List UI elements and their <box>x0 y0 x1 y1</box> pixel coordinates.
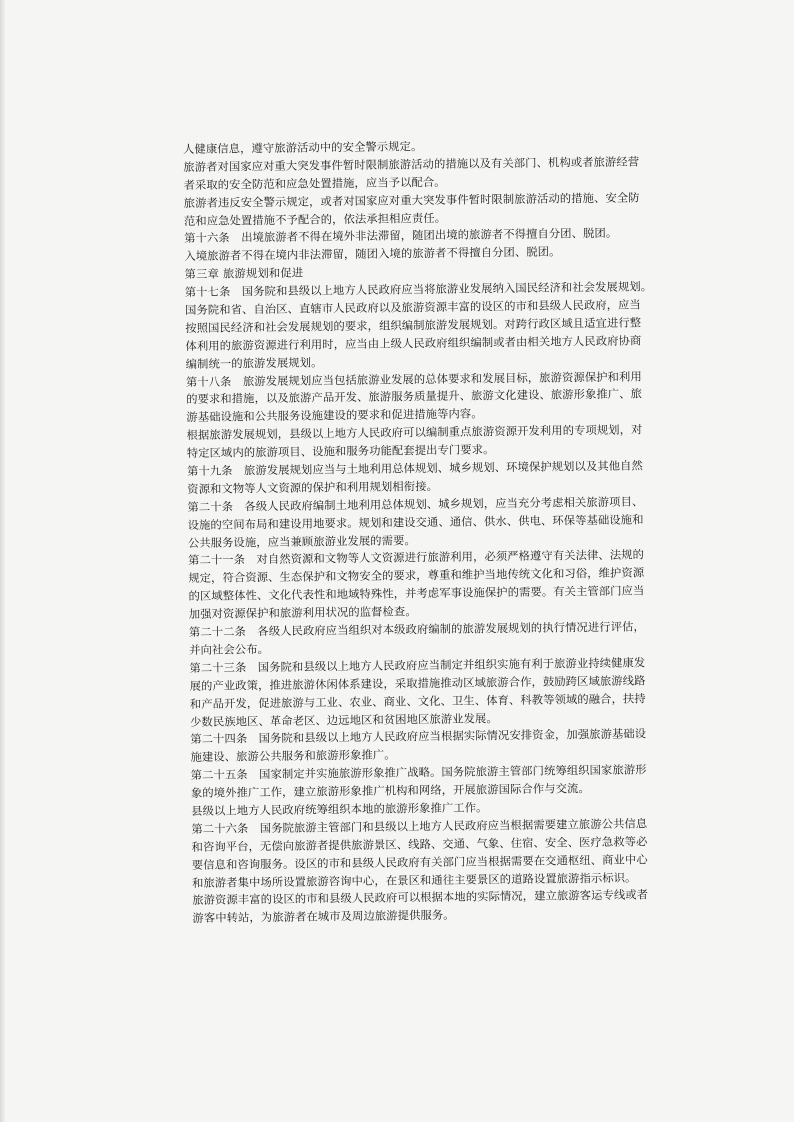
text-line: 资源和文物等人文资源的保护和利用规划相衔接。 <box>187 479 439 496</box>
text-line: 游基础设施和公共服务设施建设的要求和促进措施等内容。 <box>186 407 483 425</box>
text-line: 县级以上地方人民政府统筹组织本地的旅游形象推广工作。 <box>191 801 488 818</box>
article-26-line: 第二十六条 国务院旅游主管部门和县级以上地方人民政府应当根据需要建立旅游公共信息 <box>191 817 648 836</box>
text-line: 和咨询平台，无偿向旅游者提供旅游景区、线路、交通、气象、住宿、安全、医疗急救等必 <box>191 835 648 854</box>
text-line: 旅游者违反安全警示规定，或者对国家应对重大突发事件暂时限制旅游活动的措施、安全防 <box>183 191 640 210</box>
text-line: 展的产业政策，推进旅游休闲体系建设，采取措施推动区域旅游合作，鼓励跨区域旅游线路 <box>189 674 646 693</box>
article-18-line: 第十八条 旅游发展规划应当包括旅游业发展的总体要求和发展目标，旅游资源保护和利用 <box>185 369 642 389</box>
chapter-heading: 第三章 旅游规划和促进 <box>184 266 304 282</box>
text-line: 者采取的安全防范和应急处置措施，应当予以配合。 <box>183 175 446 192</box>
text-line: 编制统一的旅游发展规划。 <box>185 356 323 371</box>
article-21-line: 第二十一条 对自然资源和文物等人文资源进行旅游利用，必须严格遵守有关法律、法规的 <box>188 548 645 568</box>
article-22-line: 第二十二条 各级人民政府应当组织对本级政府编制的旅游发展规划的执行情况进行评估， <box>188 620 645 640</box>
text-line: 少数民族地区、革命老区、边远地区和贫困地区旅游业发展。 <box>190 711 498 729</box>
article-23-line: 第二十三条 国务院和县级以上地方人民政府应当制定并组织实施有利于旅游业持续健康发 <box>189 656 646 675</box>
article-24-line: 第二十四条 国务院和县级以上地方人民政府应当根据实际情况安排资金，加强旅游基础设 <box>190 727 647 747</box>
text-line: 的区域整体性、文化代表性和地域特殊性，并考虑军事设施保护的需要。有关主管部门应当 <box>188 584 645 604</box>
text-line: 施建设、旅游公共服务和旅游形象推广。 <box>190 748 396 765</box>
article-25-line: 第二十五条 国家制定并实施旅游形象推广战略。国务院旅游主管部门统筹组织国家旅游形 <box>190 763 647 783</box>
text-line: 入境旅游者不得在境内非法滞留，随团入境的旅游者不得擅自分团、脱团。 <box>184 245 561 264</box>
text-line: 根据旅游发展规划，县级以上地方人民政府可以编制重点旅游资源开发利用的专项规划，对 <box>186 423 643 443</box>
text-line: 并向社会公布。 <box>189 642 270 657</box>
article-16-line: 第十六条 出境旅游者不得在境外非法滞留，随团出境的旅游者不得擅自分团、脱团。 <box>184 227 618 246</box>
text-line: 设施的空间布局和建设用地要求。规划和建设交通、通信、供水、供电、环保等基础设施和 <box>187 513 644 532</box>
scan-edge-shadow <box>0 0 6 1122</box>
text-line: 旅游资源丰富的设区的市和县级人民政府可以根据本地的实际情况，建立旅游客运专线或者 <box>192 888 649 908</box>
text-line: 要信息和咨询服务。设区的市和县级人民政府有关部门应当根据需要在交通枢纽、商业中心 <box>191 853 648 872</box>
article-19-line: 第十九条 旅游发展规划应当与土地利用总体规划、城乡规划、环境保护规划以及其他自然 <box>186 459 643 479</box>
text-line: 人健康信息，遵守旅游活动中的安全警示规定。 <box>183 140 423 156</box>
text-line: 规定，符合资源、生态保护和文物安全的要求，尊重和维护当地传统文化和习俗，维护资源 <box>188 566 645 586</box>
article-17-line: 第十七条 国务院和县级以上地方人民政府应当将旅游业发展纳入国民经济和社会发展规划。 <box>184 280 653 300</box>
text-line: 体利用的旅游资源进行利用时，应当由上级人民政府组织编制或者由相关地方人民政府协商 <box>185 334 642 353</box>
text-line: 特定区域内的旅游项目、设施和服务功能配套提出专门要求。 <box>186 443 495 461</box>
article-20-line: 第二十条 各级人民政府编制土地利用总体规划、城乡规划，应当充分考虑相关旅游项目、 <box>187 495 644 514</box>
text-line: 加强对资源保护和旅游利用状况的监督检查。 <box>188 605 417 622</box>
text-line: 公共服务设施，应当兼顾旅游业发展的需要。 <box>187 533 416 550</box>
text-line: 的要求和措施，以及旅游产品开发、旅游服务质量提升、旅游文化建设、旅游形象推广、旅 <box>186 387 643 407</box>
text-line: 和旅游者集中场所设置旅游咨询中心，在景区和通往主要景区的道路设置旅游指示标识。 <box>191 871 637 890</box>
text-line: 国务院和省、自治区、直辖市人民政府以及旅游资源丰富的设区的市和县级人民政府，应当 <box>184 298 642 318</box>
text-line: 旅游者对国家应对重大突发事件暂时限制旅游活动的措施以及有关部门、机构或者旅游经营 <box>183 155 640 174</box>
text-line: 象的境外推广工作，建立旅游形象推广机构和网络，开展旅游国际合作与交流。 <box>190 782 590 801</box>
text-line: 游客中转站，为旅游者在城市及周边旅游提供服务。 <box>192 909 455 926</box>
document-body <box>183 135 663 928</box>
text-line: 和产品开发，促进旅游与工业、农业、商业、文化、卫生、体育、科教等领域的融合，扶持 <box>189 691 646 711</box>
text-line: 范和应急处置措施不予配合的，依法承担相应责任。 <box>183 211 447 228</box>
text-line: 按照国民经济和社会发展规划的要求，组织编制旅游发展规划。对跨行政区域且适宜进行整 <box>185 316 642 335</box>
